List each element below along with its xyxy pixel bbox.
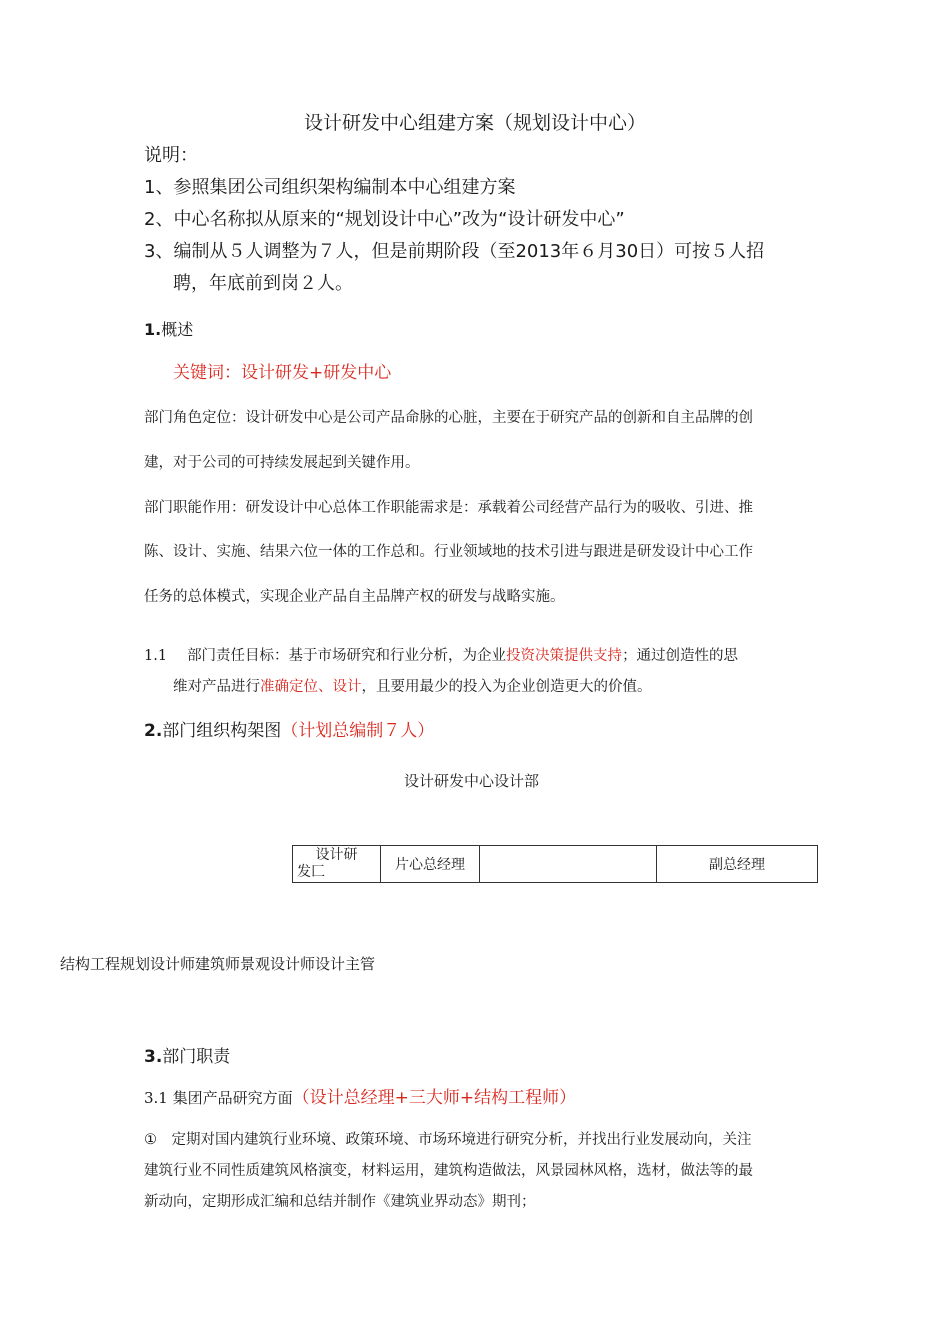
org-cell-design-line-1: 设计研 [315, 847, 358, 863]
org-cell-design-line-2: 发匚 [297, 864, 325, 880]
duty-item-1-line-2: 建筑行业不同性质建筑风格演变，材料运用，建筑构造做法，风景园林风格，选材，做法等的最 [144, 1163, 753, 1179]
document-title: 设计研发中心组建方案（规划设计中心） [303, 112, 646, 134]
org-cell-design [293, 846, 381, 883]
section2-heading [144, 716, 434, 741]
section1-title: 概述 [161, 320, 194, 339]
intro-item-1: 1、参照集团公司组织架构编制本中心组建方案 [144, 177, 516, 198]
intro-item-3-cont: 聘，年底前到岗２人。 [173, 273, 353, 294]
org-positions-line: 结构工程规划设计师建筑师景观设计师设计主管 [60, 955, 376, 973]
subsection-1-1-number: 1.1 [144, 648, 168, 664]
org-chart-table [292, 845, 818, 883]
keywords-line: 关键词：设计研发+研发中心 [173, 363, 392, 383]
org-chart-title: 设计研发中心设计部 [404, 772, 540, 790]
section2-highlight: （计划总编制７人） [281, 721, 435, 741]
intro-item-3: 3、编制从５人调整为７人，但是前期阶段（至2013年６月30日）可按５人招 [144, 241, 765, 262]
function-line-1: 部门职能作用：研发设计中心总体工作职能需求是：承载着公司经营产品行为的吸收、引进、推 [144, 500, 753, 516]
sub11-text-b: ；通过创造性的思 [622, 648, 739, 664]
duty-item-1-line-1: ① 定期对国内建筑行业环境、政策环境、市场环境进行研究分析，并找出行业发展动向，关注 [144, 1132, 752, 1148]
subsection-1-1-line-2 [173, 675, 652, 696]
subsection-1-1-line-1 [144, 644, 738, 665]
section1-number: 1. [144, 320, 162, 339]
subsection-3-1-heading [144, 1083, 576, 1108]
role-line-2: 建，对于公司的可持续发展起到关键作用。 [144, 455, 420, 471]
section2-title: 部门组织构架图 [162, 721, 282, 741]
org-cell-general-manager: 片心总经理 [381, 846, 480, 883]
org-cell-empty [480, 846, 657, 883]
section3-heading [144, 1042, 230, 1067]
function-line-2: 陈、设计、实施、结果六位一体的工作总和。行业领域地的技术引进与跟进是研发设计中心工作 [144, 544, 753, 560]
subsection-3-1-label: 3.1 集团产品研究方面 [144, 1089, 293, 1107]
sub11-text-a: 部门责任目标：基于市场研究和行业分析，为企业 [187, 648, 507, 664]
role-line-1: 部门角色定位：设计研发中心是公司产品命脉的心脏，主要在于研究产品的创新和自主品牌的创 [144, 410, 753, 426]
sub11-highlight-2: 准确定位、设计 [260, 679, 362, 695]
section3-number: 3. [144, 1047, 163, 1067]
sub11-text-d: ，且要用最少的投入为企业创造更大的价值。 [361, 679, 652, 695]
section3-title: 部门职责 [162, 1047, 231, 1067]
section2-number: 2. [144, 721, 163, 741]
intro-item-2: 2、中心名称拟从原来的“规划设计中心”改为“设计研发中心” [144, 209, 625, 230]
org-cell-deputy-manager: 副总经理 [657, 846, 818, 883]
section1-heading [144, 317, 193, 340]
function-line-3: 任务的总体模式，实现企业产品自主品牌产权的研发与战略实施。 [144, 589, 565, 605]
intro-label: 说明： [144, 145, 198, 166]
subsection-3-1-highlight: （设计总经理+三大师+结构工程师） [292, 1088, 577, 1108]
sub11-highlight-1: 投资决策提供支持 [506, 648, 623, 664]
sub11-text-c: 维对产品进行 [173, 679, 260, 695]
duty-item-1-line-3: 新动向，定期形成汇编和总结并制作《建筑业界动态》期刊； [144, 1194, 536, 1210]
